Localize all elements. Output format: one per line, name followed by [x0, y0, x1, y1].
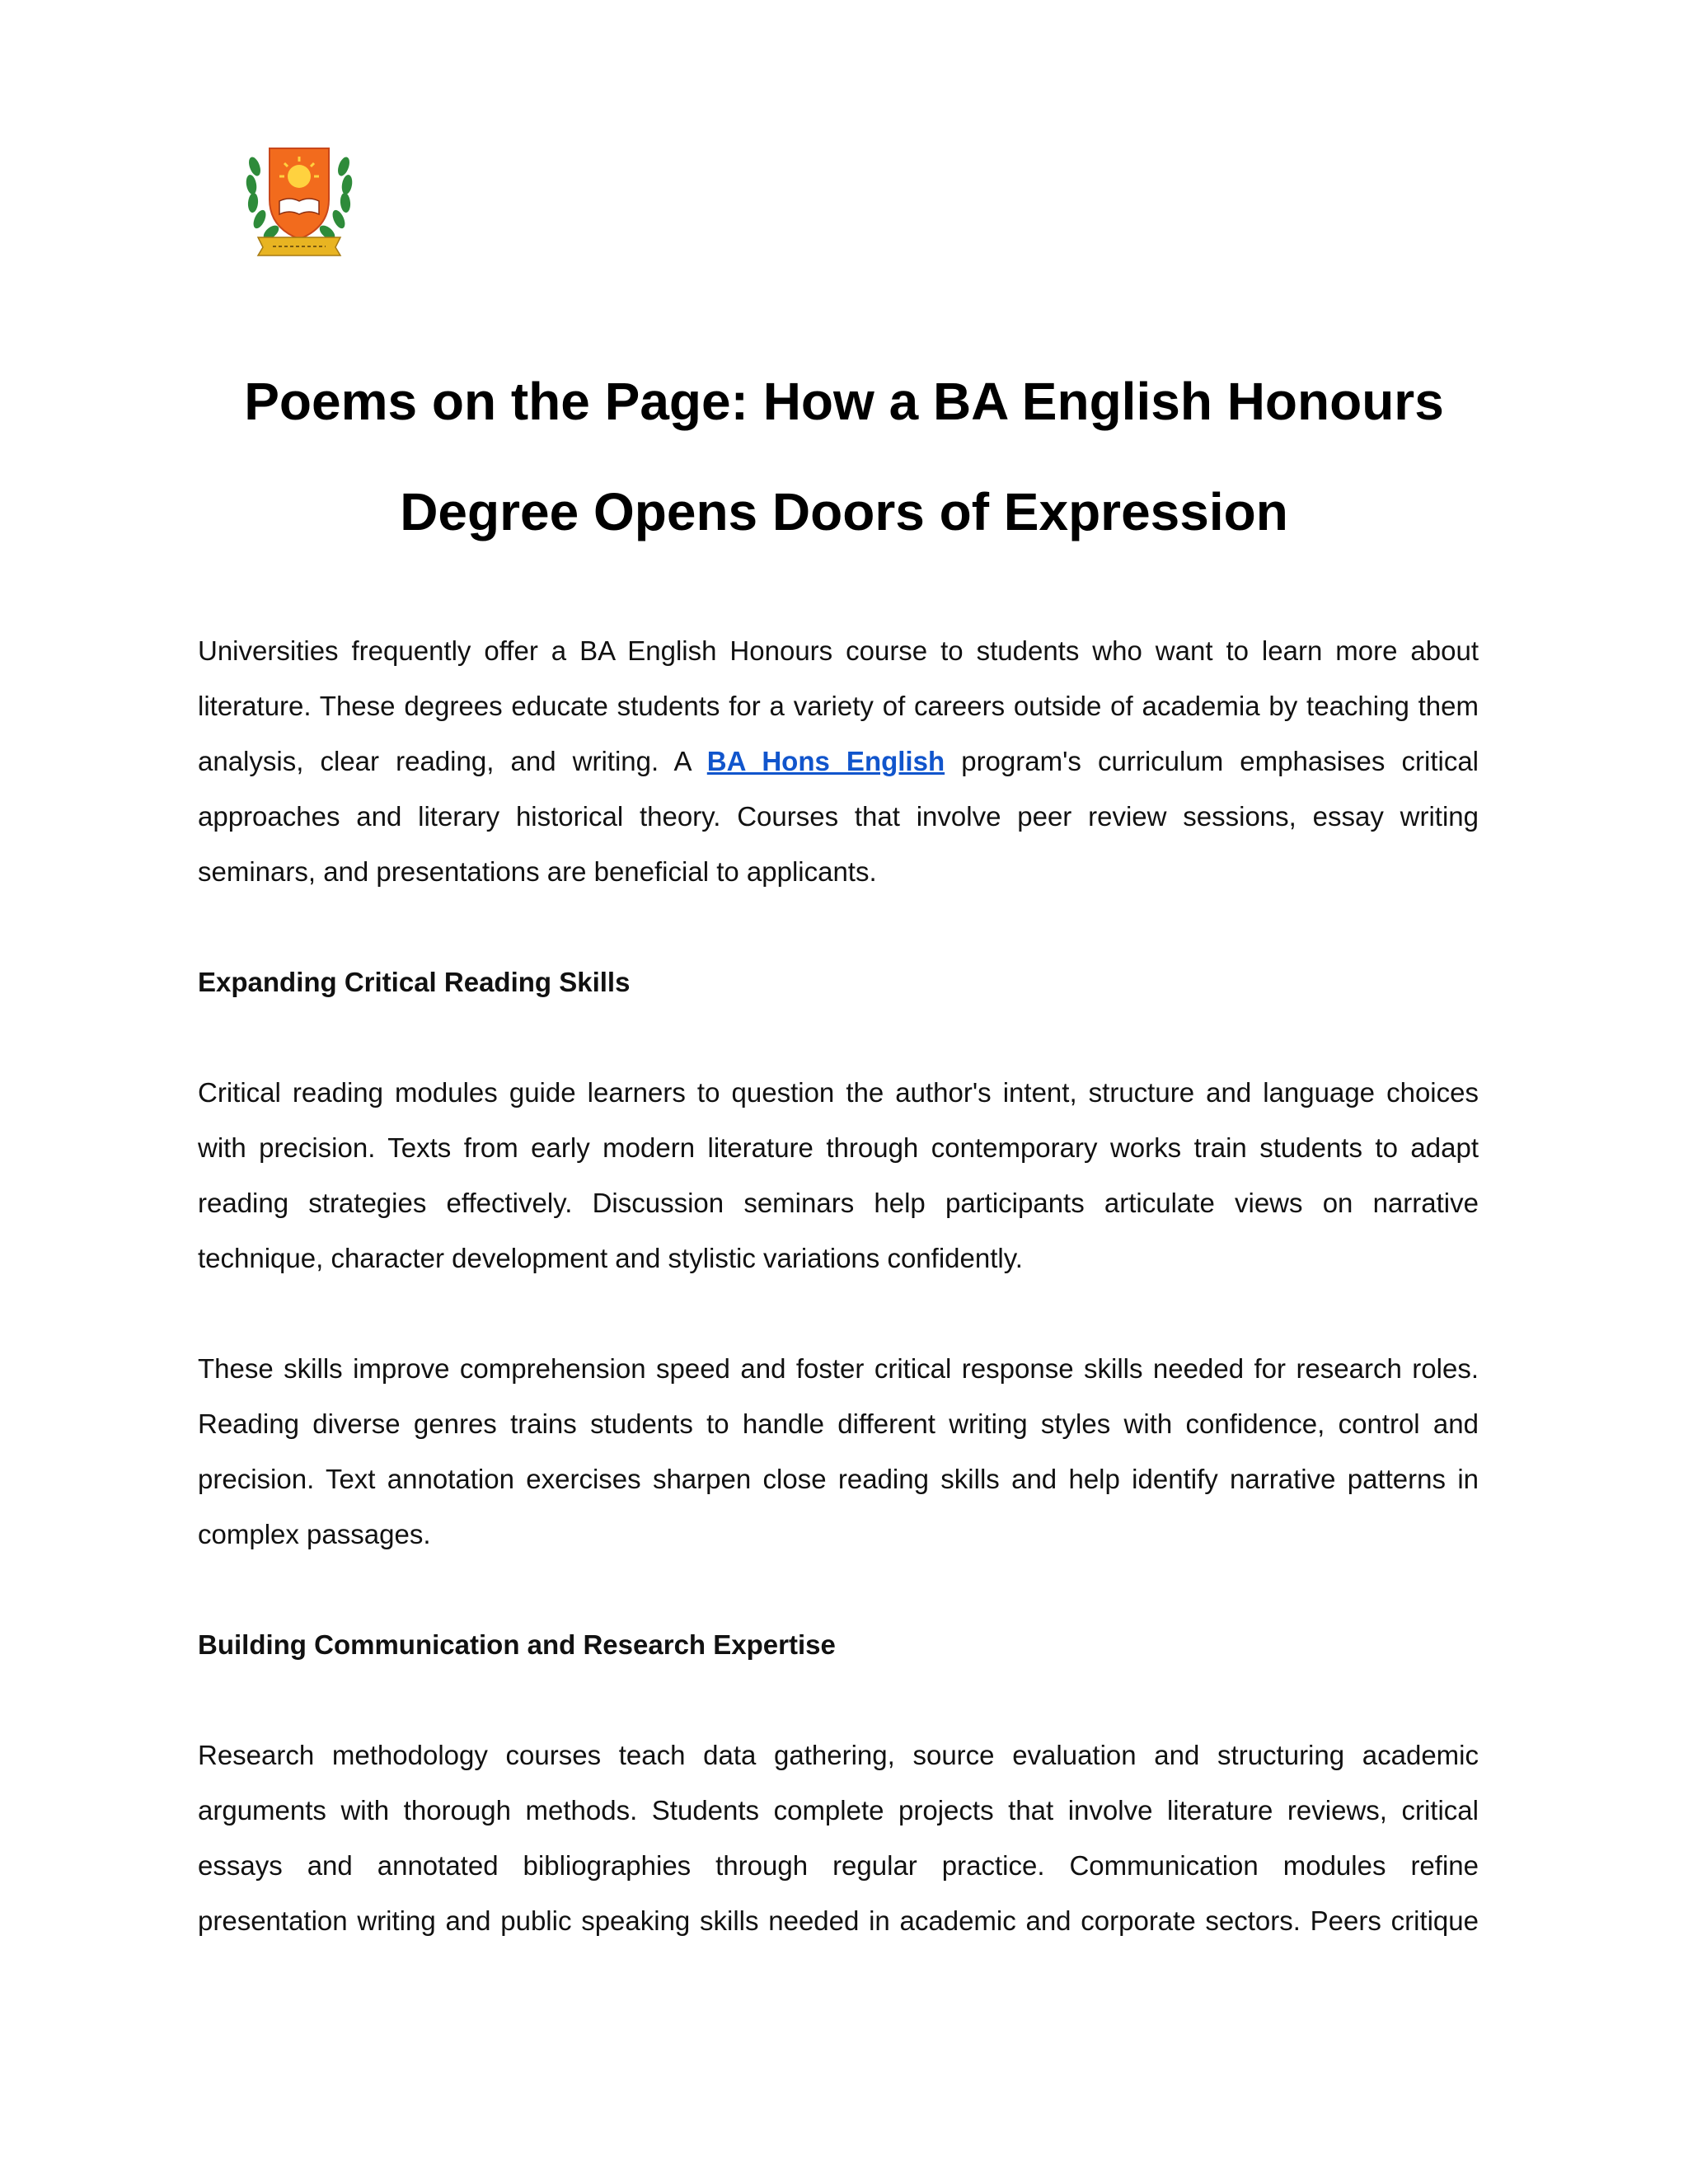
- document-body: [198, 623, 1479, 1948]
- spacer: [198, 899, 1479, 954]
- spacer: [198, 1010, 1479, 1065]
- intro-paragraph: [198, 623, 1479, 899]
- communication-research-paragraph-1: Research methodology courses teach data gathering, source evaluation and structuring academic arguments with thorough methods. Students complete projects that involve literature reviews, critical essays and annotated bibliographies through regular practice. Communication modules refine presentation writing and public speaking skills needed in academic and corporate sectors. Peers critique: [198, 1740, 1479, 1936]
- section-heading-communication-research: Building Communication and Research Expertise: [198, 1629, 836, 1660]
- document-title: [198, 346, 1490, 567]
- section-heading-critical-reading: Expanding Critical Reading Skills: [198, 967, 631, 997]
- title-line-1: Poems on the Page: How a BA English Honours: [244, 372, 1444, 431]
- spacer: [198, 1286, 1479, 1341]
- intro-text-before-link: Universities frequently offer a BA English Honours course to students who want to learn more about literature. These degrees educate students for a variety of careers outside of academia by teaching them analysis, clear reading, and writing. A: [198, 635, 1479, 776]
- college-crest-icon: [243, 142, 355, 259]
- critical-reading-paragraph-1: Critical reading modules guide learners to question the author's intent, structure and language choices with precision. Texts from early modern literature through contemporary works train students to adapt reading strategies effectively. Discussion seminars help participants articulate views on narrative technique, character development and stylistic variations confidently.: [198, 1077, 1479, 1273]
- critical-reading-paragraph-2: These skills improve comprehension speed and foster critical response skills needed for research roles. Reading diverse genres trains students to handle different writing styles with confidence, control and precision. Text annotation exercises sharpen close reading skills and help identify narrative patterns in complex passages.: [198, 1353, 1479, 1549]
- title-line-2: Degree Opens Doors of Expression: [400, 482, 1288, 541]
- spacer: [198, 1562, 1479, 1617]
- intro-text-after-link: program's curriculum emphasises critical approaches and literary historical theory. Courses that involve peer review sessions, essay writing seminars, and presentations are beneficial to applicants.: [198, 746, 1479, 887]
- ba-hons-english-link[interactable]: BA Hons English: [706, 746, 945, 776]
- spacer: [198, 1672, 1479, 1727]
